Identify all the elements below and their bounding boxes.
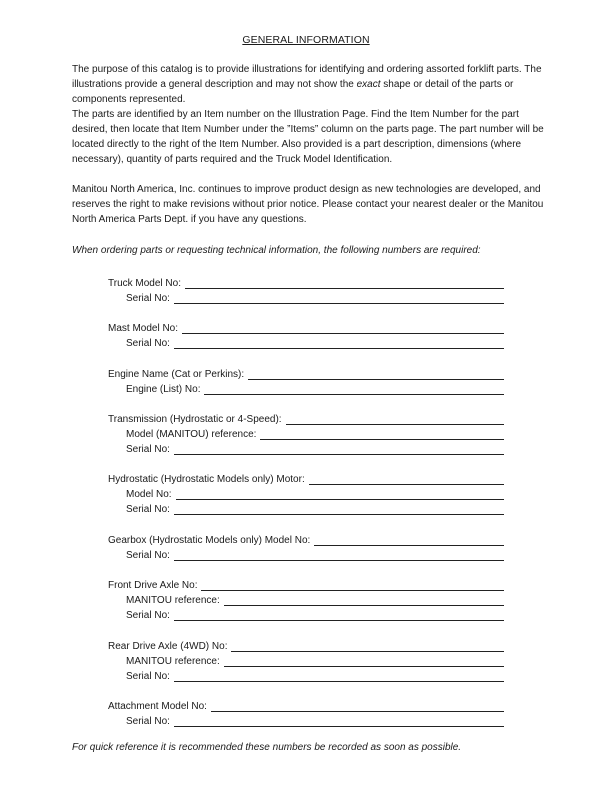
rear-axle-serial-field[interactable] bbox=[174, 670, 504, 682]
mast-model-group bbox=[108, 319, 504, 349]
front-axle-group bbox=[108, 576, 504, 621]
rear-axle-field[interactable] bbox=[231, 640, 504, 652]
truck-serial-label: Serial No: bbox=[126, 293, 170, 304]
engine-list-field[interactable] bbox=[204, 383, 504, 395]
ordering-requirements: When ordering parts or requesting technical information, the following numbers are required: bbox=[72, 245, 481, 256]
transmission-label: Transmission (Hydrostatic or 4-Speed): bbox=[108, 414, 282, 425]
purpose-emphasis: exact bbox=[356, 79, 381, 90]
front-axle-label: Front Drive Axle No: bbox=[108, 580, 198, 591]
rear-axle-label: Rear Drive Axle (4WD) No: bbox=[108, 641, 228, 652]
attachment-model-field[interactable] bbox=[211, 700, 504, 712]
transmission-group bbox=[108, 410, 504, 455]
rear-axle-reference-field[interactable] bbox=[224, 655, 504, 667]
front-axle-reference-label: MANITOU reference: bbox=[126, 595, 220, 606]
manitou-notice-paragraph: Manitou North America, Inc. continues to improve product design as new technologies are developed, and reserves the right to make revisions without prior notice. Please contact your nearest dealer or the Manitou North America Parts Dept. if you have any questions. bbox=[72, 184, 544, 225]
transmission-field[interactable] bbox=[286, 413, 504, 425]
hydro-model-label: Model No: bbox=[126, 489, 172, 500]
hydro-serial-label: Serial No: bbox=[126, 504, 170, 515]
purpose-text-1: The purpose of this catalog is to provide illustrations for identifying and ordering assorted forklift parts. The illustrations provide a general description and may not show the bbox=[72, 64, 542, 90]
attachment-group bbox=[108, 697, 504, 727]
rear-axle-serial-label: Serial No: bbox=[126, 671, 170, 682]
hydro-motor-field[interactable] bbox=[309, 473, 504, 485]
engine-name-field[interactable] bbox=[248, 368, 504, 380]
hydro-model-field[interactable] bbox=[176, 488, 504, 500]
page-title: GENERAL INFORMATION bbox=[242, 34, 370, 46]
gearbox-serial-label: Serial No: bbox=[126, 550, 170, 561]
truck-model-field[interactable] bbox=[185, 277, 504, 289]
front-axle-reference-field[interactable] bbox=[224, 594, 504, 606]
transmission-reference-field[interactable] bbox=[260, 428, 504, 440]
mast-serial-label: Serial No: bbox=[126, 338, 170, 349]
mast-model-label: Mast Model No: bbox=[108, 323, 179, 334]
attachment-serial-field[interactable] bbox=[174, 715, 504, 727]
mast-model-field[interactable] bbox=[182, 322, 504, 334]
gearbox-serial-field[interactable] bbox=[174, 549, 504, 561]
item-number-instructions: The parts are identified by an Item number on the Illustration Page. Find the Item Number for the part desired, then locate that Item Number under the ”Items” column on the parts page. The part number will be located directly to the right of the Item Number. Also provided is a part description, dimensions (where necessary), quantity of parts required and the Truck Model Identification. bbox=[72, 109, 544, 165]
transmission-serial-label: Serial No: bbox=[126, 444, 170, 455]
truck-serial-field[interactable] bbox=[174, 292, 504, 304]
purpose-text-2: shape or detail of the parts or components represented. bbox=[72, 79, 514, 105]
engine-name-label: Engine Name (Cat or Perkins): bbox=[108, 369, 245, 380]
engine-list-label: Engine (List) No: bbox=[126, 384, 201, 395]
catalog-purpose-paragraph bbox=[72, 62, 552, 167]
front-axle-serial-field[interactable] bbox=[174, 609, 504, 621]
gearbox-model-field[interactable] bbox=[314, 534, 504, 546]
attachment-model-label: Attachment Model No: bbox=[108, 701, 207, 712]
truck-model-group bbox=[108, 274, 504, 304]
front-axle-field[interactable] bbox=[201, 579, 504, 591]
transmission-reference-label: Model (MANITOU) reference: bbox=[126, 429, 257, 440]
hydrostatic-motor-group bbox=[108, 470, 504, 515]
gearbox-group bbox=[108, 531, 504, 561]
hydro-motor-label: Hydrostatic (Hydrostatic Models only) Motor: bbox=[108, 474, 305, 485]
footer-note: For quick reference it is recommended these numbers be recorded as soon as possible. bbox=[72, 742, 462, 753]
truck-model-label: Truck Model No: bbox=[108, 278, 181, 289]
hydro-serial-field[interactable] bbox=[174, 503, 504, 515]
gearbox-model-label: Gearbox (Hydrostatic Models only) Model No: bbox=[108, 535, 311, 546]
attachment-serial-label: Serial No: bbox=[126, 716, 170, 727]
rear-axle-group bbox=[108, 637, 504, 682]
front-axle-serial-label: Serial No: bbox=[126, 610, 170, 621]
mast-serial-field[interactable] bbox=[174, 337, 504, 349]
transmission-serial-field[interactable] bbox=[174, 443, 504, 455]
rear-axle-reference-label: MANITOU reference: bbox=[126, 656, 220, 667]
engine-group bbox=[108, 365, 504, 395]
